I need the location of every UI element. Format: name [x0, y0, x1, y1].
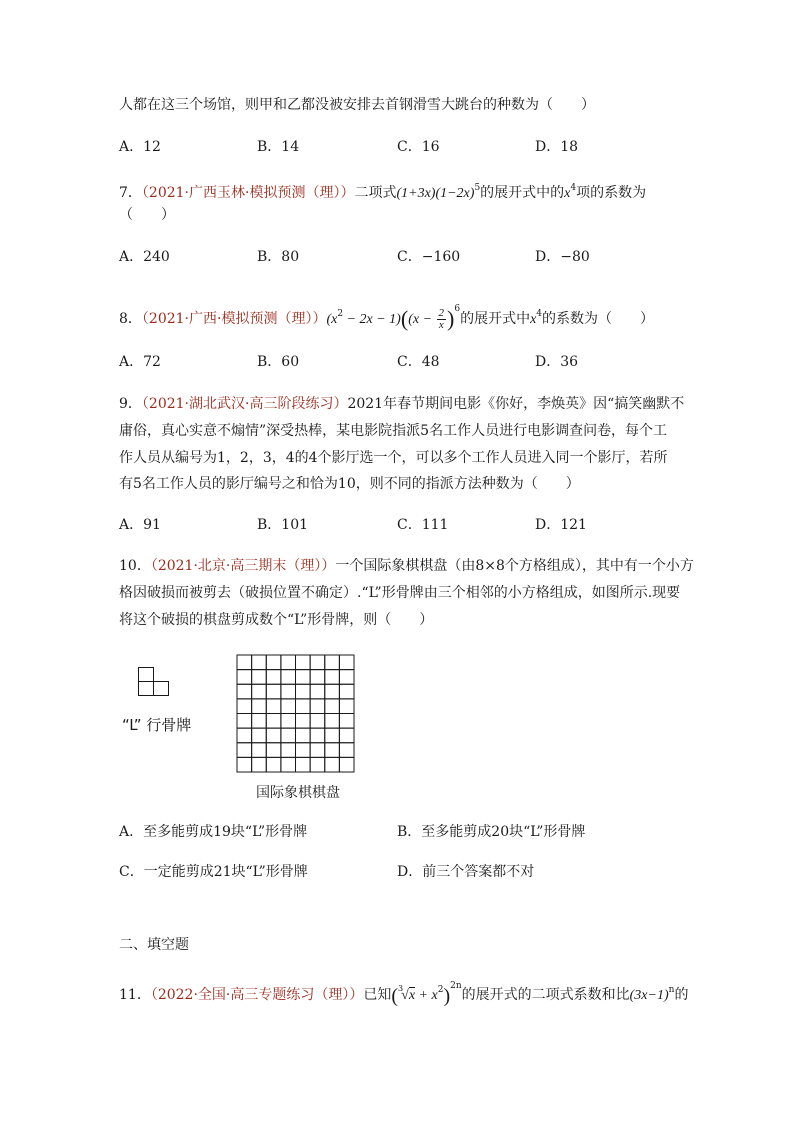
q10-option-c: C．一定能剪成21块“L”形骨牌	[119, 864, 308, 880]
q7-pre: 二项式	[354, 185, 397, 201]
q9-option-d: D．121	[535, 517, 587, 533]
chessboard-cell	[281, 699, 296, 714]
q7-source: （2021·广西玉林·模拟预测（理））	[141, 185, 355, 201]
chessboard-cell	[325, 757, 340, 772]
q9-text-1: 2021年春节期间电影《你好，李焕英》因“搞笑幽默不	[347, 396, 685, 412]
chessboard-cell	[252, 670, 267, 685]
q8-stem	[119, 299, 654, 331]
chessboard-cell	[296, 728, 311, 743]
q10-source: （2021·北京·高三期末（理））	[150, 558, 336, 574]
chessboard-cell	[339, 743, 354, 758]
chessboard-cell	[237, 670, 252, 685]
chessboard-cell	[252, 714, 267, 729]
q11-root-index: 3	[398, 984, 404, 993]
l-tromino-cell-bottom-left	[139, 682, 154, 696]
l-tromino-cell-bottom-right	[154, 682, 169, 696]
chessboard-cell	[310, 684, 325, 699]
chessboard-cell	[281, 728, 296, 743]
q9-option-a: A．91	[119, 517, 161, 533]
q8-expr1: (x	[326, 312, 338, 327]
l-tromino-label: “L” 行骨牌	[122, 716, 192, 734]
chessboard-cell	[237, 684, 252, 699]
chessboard-cell	[296, 743, 311, 758]
chessboard-cell	[325, 670, 340, 685]
q7-option-d: D．−80	[535, 249, 590, 265]
q11-paren-close: )	[443, 985, 451, 1007]
q7-var: x	[564, 186, 571, 201]
chessboard-cell	[281, 670, 296, 685]
q8-frac-den: x	[438, 318, 444, 331]
chessboard-cell	[339, 757, 354, 772]
q8-big-paren-open: (	[400, 306, 409, 331]
chessboard-cell	[310, 714, 325, 729]
q11-root-arg: x	[408, 988, 416, 1003]
q9-line-1	[119, 394, 684, 414]
chessboard-cell	[310, 670, 325, 685]
q10-option-b: B．至多能剪成20块“L”形骨牌	[397, 824, 586, 840]
q9-line-3: 作人员从编号为1，2，3，4的4个影厅选一个，可以多个工作人员进入同一个影厅，若所	[119, 450, 668, 466]
chessboard-cell	[296, 655, 311, 670]
q10-line-3: 将这个破损的棋盘剪成数个“L”形骨牌，则（ ）	[119, 612, 434, 628]
chessboard-cell	[281, 757, 296, 772]
q11-plus-exp: 2	[437, 985, 444, 995]
q7-post: 项的系数为	[576, 185, 647, 201]
chessboard-cell	[296, 699, 311, 714]
chessboard-cell	[325, 743, 340, 758]
q9-option-c: C．111	[397, 517, 449, 533]
q6-option-b: B．14	[257, 139, 300, 155]
intro-text: 人都在这三个场馆，则甲和乙都没被安排去首钢滑雪大跳台的种数为（ ）	[119, 97, 595, 113]
chessboard-cell	[266, 757, 281, 772]
chessboard-cell	[281, 655, 296, 670]
chessboard-cell	[339, 655, 354, 670]
q11-outer-exp: 2n	[450, 981, 462, 991]
q6-option-c: C．16	[397, 139, 440, 155]
q11-number: 11．	[119, 987, 151, 1003]
chessboard-cell	[237, 757, 252, 772]
chessboard-cell	[237, 743, 252, 758]
q7-expr: (1+3x)(1−2x)	[396, 186, 475, 201]
q10-number: 10．	[119, 558, 151, 574]
chessboard-cell	[266, 714, 281, 729]
q10-option-a: A．至多能剪成19块“L”形骨牌	[119, 824, 308, 840]
q8-big-paren-close: )	[447, 306, 455, 331]
q9-source: （2021·湖北武汉·高三阶段练习）	[141, 396, 348, 412]
chessboard-cell	[237, 714, 252, 729]
q8-post: 的系数为（ ）	[542, 311, 655, 327]
chessboard-cell	[252, 728, 267, 743]
q8-expr2-open: (x −	[408, 312, 436, 327]
chessboard-cell	[310, 743, 325, 758]
q6-option-d: D．18	[535, 139, 579, 155]
q11-stem	[119, 976, 688, 1006]
chessboard-cell	[325, 684, 340, 699]
q7-var-exp: 4	[570, 183, 577, 193]
chessboard-cell	[296, 670, 311, 685]
q11-pre: 已知	[363, 987, 392, 1003]
chessboard-cell	[266, 699, 281, 714]
chessboard-cell	[310, 757, 325, 772]
q11-expr2: (3x−1)	[629, 988, 669, 1003]
chessboard-cell	[325, 714, 340, 729]
chessboard-cell	[252, 757, 267, 772]
chessboard-cell	[296, 684, 311, 699]
chessboard-cell	[296, 714, 311, 729]
q8-source: （2021·广西·模拟预测（理））	[141, 311, 327, 327]
chessboard-cell	[296, 757, 311, 772]
q11-mid: 的展开式的二项式系数和比	[461, 987, 630, 1003]
l-tromino-cell-top	[139, 668, 154, 682]
q11-plus: + x	[415, 988, 438, 1003]
q10-line-2: 格因破损而被剪去（破损位置不确定）.“L”形骨牌由三个相邻的小方格组成，如图所示.现要	[119, 585, 681, 601]
q7-option-b: B．80	[257, 249, 300, 265]
q7-number: 7．	[119, 185, 142, 201]
q8-fraction	[437, 308, 447, 331]
q10-option-d: D．前三个答案都不对	[397, 864, 535, 880]
q7-mid: 的展开式中的	[480, 185, 565, 201]
q8-mid: 的展开式中	[460, 311, 531, 327]
q7-option-a: A．240	[119, 249, 170, 265]
l-tromino-figure	[137, 666, 171, 698]
q7-stem	[119, 178, 646, 204]
chessboard-cell	[339, 714, 354, 729]
q8-var-exp: 4	[536, 309, 543, 319]
q10-text-1: 一个国际象棋棋盘（由8×8个方格组成），其中有一个小方	[335, 558, 694, 574]
q8-number: 8．	[119, 311, 142, 327]
q8-option-c: C．48	[397, 354, 440, 370]
q8-option-a: A．72	[119, 354, 161, 370]
chessboard-cell	[281, 684, 296, 699]
q6-option-a: A．12	[119, 139, 161, 155]
chessboard-cell	[266, 684, 281, 699]
q7-paren: （ ）	[119, 207, 175, 223]
q11-post: 的	[674, 987, 689, 1003]
chessboard-cell	[281, 714, 296, 729]
q9-line-4: 有5名工作人员的影厅编号之和恰为10，则不同的指派方法种数为（ ）	[119, 476, 580, 492]
q7-expr-exp: 5	[474, 183, 481, 193]
q8-option-d: D．36	[535, 354, 579, 370]
chessboard-cell	[310, 699, 325, 714]
q9-number: 9．	[119, 396, 142, 412]
chessboard-cell	[339, 670, 354, 685]
chessboard-cell	[325, 699, 340, 714]
q8-expr1-rest: − 2x − 1)	[343, 312, 401, 327]
q8-expr1-exp: 2	[337, 309, 344, 319]
chessboard-cell	[252, 684, 267, 699]
q11-root-sign: √	[401, 988, 409, 1003]
q11-source: （2022·全国·高三专题练习（理））	[150, 987, 364, 1003]
q8-frac-num: 2	[438, 306, 445, 319]
chessboard-label: 国际象棋棋盘	[256, 785, 340, 801]
q10-line-1	[119, 556, 694, 576]
chessboard-cell	[252, 655, 267, 670]
chessboard-cell	[325, 655, 340, 670]
chessboard-cell	[339, 684, 354, 699]
chessboard-cell	[237, 699, 252, 714]
q8-option-b: B．60	[257, 354, 300, 370]
chessboard-cell	[237, 728, 252, 743]
chessboard-figure	[236, 654, 355, 773]
chessboard-cell	[310, 655, 325, 670]
chessboard-cell	[281, 743, 296, 758]
q11-expr2-exp: n	[668, 985, 675, 995]
chessboard-cell	[252, 743, 267, 758]
chessboard-cell	[237, 655, 252, 670]
chessboard-cell	[266, 670, 281, 685]
chessboard-cell	[339, 728, 354, 743]
q8-var: x	[530, 312, 537, 327]
chessboard-cell	[325, 728, 340, 743]
section-fill-in-title: 二、填空题	[119, 937, 189, 953]
chessboard-cell	[266, 728, 281, 743]
chessboard-cell	[310, 728, 325, 743]
q11-paren-open: (	[391, 985, 399, 1007]
chessboard-cell	[339, 699, 354, 714]
chessboard-cell	[266, 743, 281, 758]
chessboard-cell	[266, 655, 281, 670]
q8-expr2-exp: 6	[454, 304, 461, 314]
chessboard-cell	[252, 699, 267, 714]
q9-line-2: 庸俗，真心实意不煽情”深受热棒，某电影院指派5名工作人员进行电影调查问卷，每个工	[119, 423, 668, 439]
q9-option-b: B．101	[257, 517, 309, 533]
q7-option-c: C．−160	[397, 249, 461, 265]
